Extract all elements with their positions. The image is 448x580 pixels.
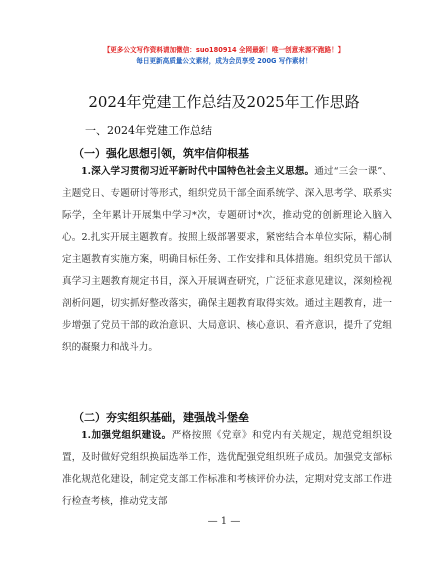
paragraph-2-body: 严格按照《党章》和党内有关规定，规范党组织设置，及时做好党组织换届选举工作，选优配强党组织班子成员。加强党支部标准化规范化建设，制定党支部工作标准和考核评价办法，定期对党支部工作进行检查考核，推动党支部	[62, 430, 392, 507]
subsection-heading-2: （二）夯实组织基础，建强战斗堡垒	[73, 411, 249, 424]
promo-banner	[0, 45, 448, 67]
paragraph-1-body: 通过“三会一课”、主题党日、专题研讨等形式，组织党员干部全面系统学、深入思考学、联系实际学，全年累计开展集中学习*次，专题研讨*次，推动党的创新理论入脑入心。2.扎实开展主题教育。按照上级部署要求，紧密结合本单位实际，精心制定主题教育实施方案，明确目标任务、工作安排和具体措施。组织党员干部认真学习主题教育规定书目，深入开展调查研究，广泛征求意见建议，深刻检视剖析问题，切实抓好整改落实，确保主题教育取得实效。通过主题教育，进一步增强了党员干部的政治意识、大局意识、核心意识、看齐意识，提升了党组织的凝聚力和战斗力。	[62, 166, 392, 353]
paragraph-1-lead: 1.深入学习贯彻习近平新时代中国特色社会主义思想。	[81, 166, 315, 177]
paragraph-2	[62, 425, 392, 515]
section-heading-1: 一、2024年党建工作总结	[85, 124, 212, 137]
paragraph-2-lead: 1.加强党组织建设。	[81, 430, 172, 441]
paragraph-1	[62, 161, 392, 405]
promo-banner-line-2: 每日更新高质量公文素材，成为会员享受 200G 写作素材！	[136, 57, 312, 65]
document-title: 2024年党建工作总结及2025年工作思路	[88, 93, 360, 111]
subsection-heading-1: （一）强化思想引领，筑牢信仰根基	[73, 147, 249, 160]
page-number: — 1 —	[207, 516, 241, 527]
promo-banner-line-1: 【更多公文写作资料请加微信：suo180914 全网最新！唯一创意来源不跑路！】	[103, 46, 345, 54]
